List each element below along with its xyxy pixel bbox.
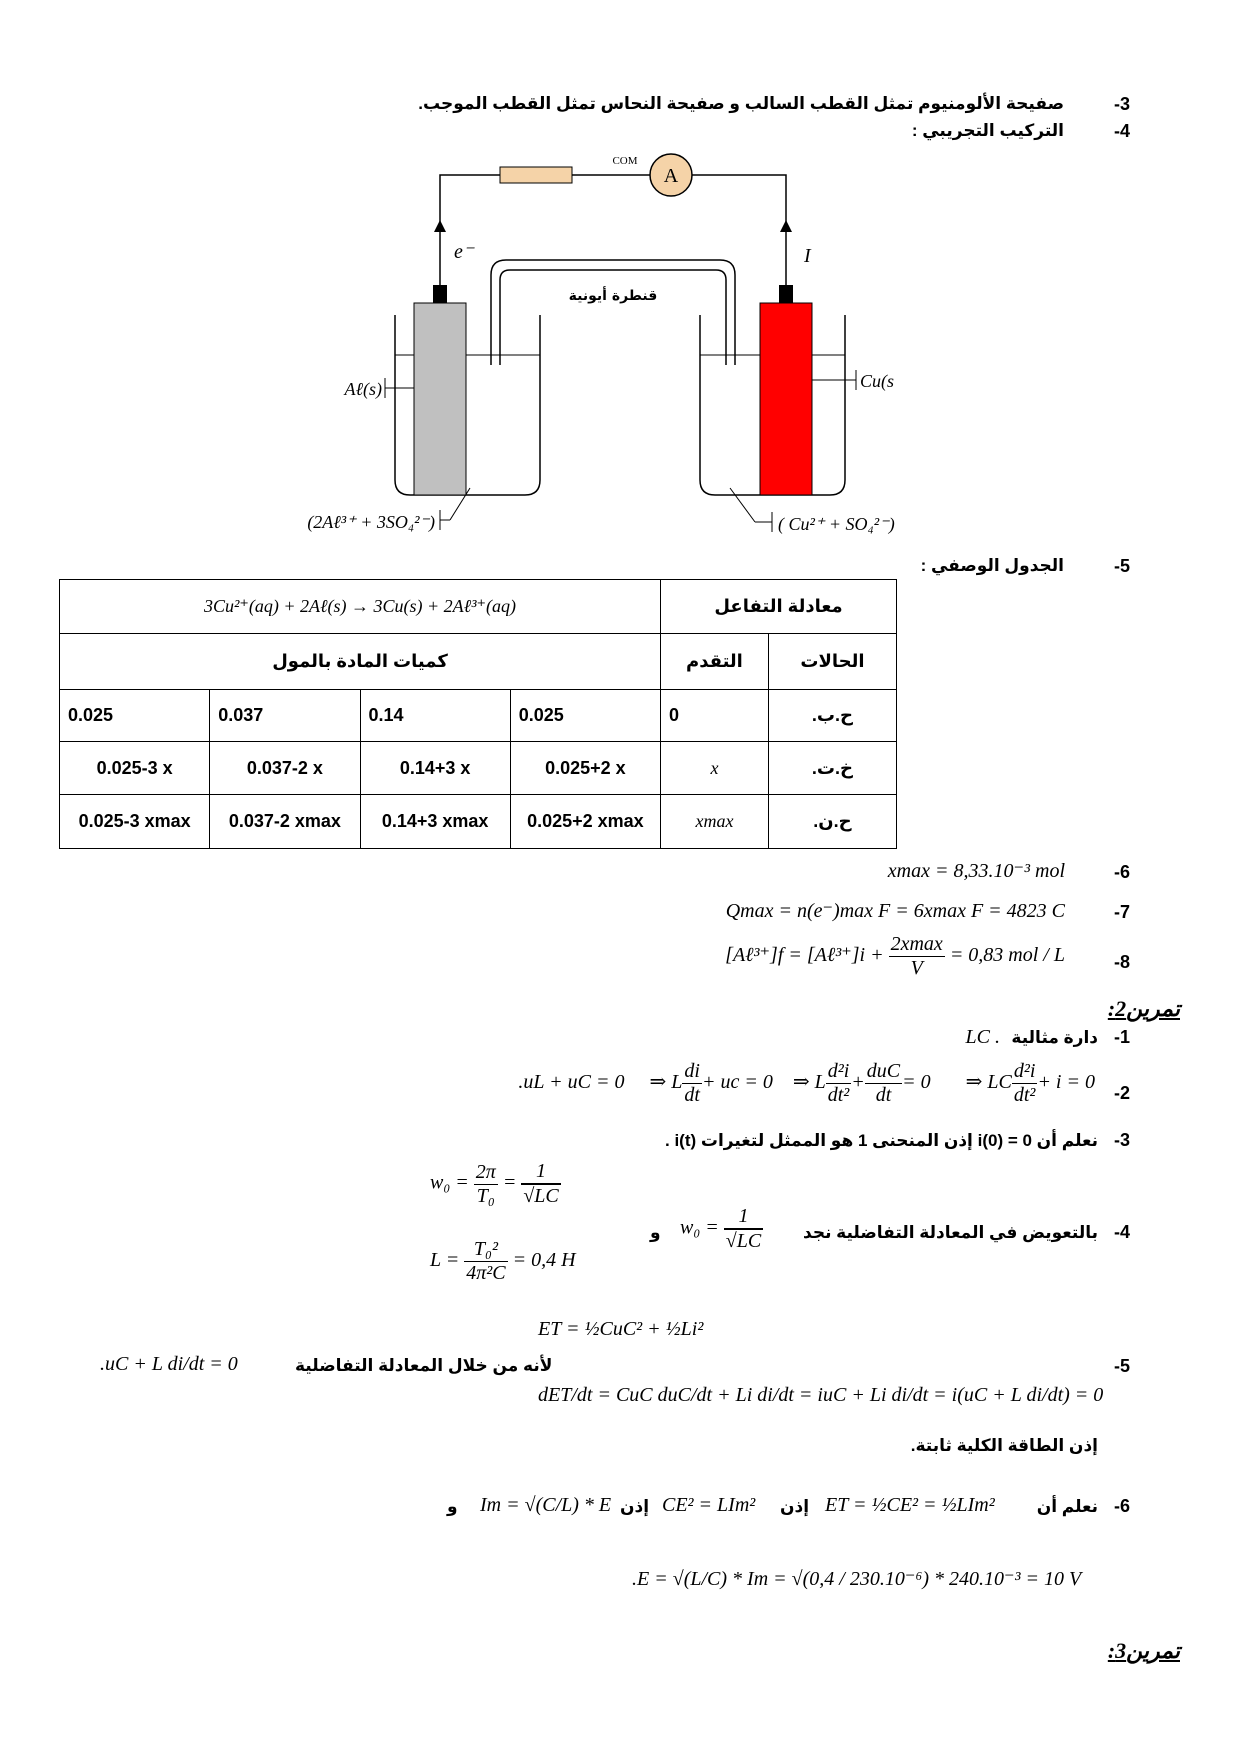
left-solution-label: (2Aℓ³⁺ + 3SO₄²⁻) — [307, 512, 435, 532]
eq-2c-tail: = 0 — [902, 1071, 931, 1094]
ex2-item-6-current: Im = √(C/L) * E — [480, 1494, 612, 1516]
cell: ح.ب. — [768, 690, 896, 742]
ex2-item-1-text: دارة مثالية — [1011, 1028, 1098, 1047]
progress-header: التقدم — [661, 634, 769, 690]
electron-label: e⁻ — [454, 241, 474, 263]
progress-table — [59, 579, 897, 849]
table-row — [60, 795, 897, 849]
equation-header: معادلة التفاعل — [661, 580, 897, 634]
ex2-item-3-text: نعلم أن i(0) = 0 إذن المنحنى 1 هو الممثل لتغيرات i(t) . — [664, 1131, 1098, 1150]
cell: 0.14 — [360, 690, 510, 742]
copper-terminal — [779, 285, 793, 303]
eq-2b-tail: + uc = 0 — [701, 1071, 773, 1094]
al-rhs: = 0,83 mol / L — [949, 944, 1065, 967]
cell: خ.ت. — [768, 742, 896, 795]
cell: ح.ن. — [768, 795, 896, 849]
L-den: 4π²C — [466, 1262, 506, 1284]
cell: 0.025-3 x — [60, 742, 210, 795]
right-solution-label: ( Cu²⁺ + SO₄²⁻) — [778, 514, 895, 534]
item-6-number: -6 — [1113, 862, 1130, 882]
ex2-item-2-number: -2 — [1113, 1083, 1130, 1103]
ex2-item-6-text-b: إذن — [780, 1497, 810, 1516]
w0-formula-a — [680, 1205, 763, 1253]
ex2-item-6-number: -6 — [1113, 1496, 1130, 1516]
cell: 0.037-2 xmax — [210, 795, 360, 849]
ex2-item-6-text-d: و — [447, 1497, 458, 1516]
table-row — [60, 690, 897, 742]
L-num: T₀² — [464, 1238, 507, 1262]
cell: 0.037-2 x — [210, 742, 360, 795]
eq-2c: ⇒ L — [792, 1071, 826, 1094]
w0b-num2: 1 — [521, 1160, 560, 1184]
ex2-item-1-math: LC . — [965, 1026, 1000, 1048]
cell: 0 — [661, 690, 769, 742]
L-rhs: = 0,4 H — [512, 1249, 576, 1272]
xmax-result: xmax = 8,33.10⁻³ mol — [887, 860, 1065, 882]
right-wire — [692, 175, 786, 295]
al-numerator: 2xmax — [890, 933, 943, 955]
cell: xmax — [661, 795, 769, 849]
ex2-item-2-equations — [518, 1060, 1095, 1107]
item-3-text: صفيحة الألومنيوم تمثل القطب السالب و صفيحة النحاس تمثل القطب الموجب. — [418, 94, 1064, 113]
ammeter-label: A — [663, 165, 679, 187]
item-7-number: -7 — [1113, 902, 1130, 922]
aluminium-label: Aℓ(s) — [344, 379, 382, 399]
L-lhs: L = — [430, 1249, 460, 1272]
cell: 0.025 — [60, 690, 210, 742]
w0b-den2: √LC — [523, 1185, 559, 1207]
cell: x — [661, 742, 769, 795]
ex2-item-6-emf: .E = √(L/C) * Im = √(0,4 / 230.10⁻⁶) * 240.10⁻³ = 10 V — [632, 1568, 1082, 1590]
table-row — [60, 742, 897, 795]
ex2-item-6-energy: ET = ½CE² = ½LIm² — [825, 1494, 995, 1516]
electrochemical-cell-diagram — [300, 150, 940, 550]
states-header: الحالات — [768, 634, 896, 690]
exercise-3-title: تمرين3: — [1107, 1638, 1180, 1663]
w0a-num: 1 — [724, 1205, 763, 1229]
eq-2b-num: di — [684, 1060, 700, 1082]
item-4-text: التركيب التجريبي : — [911, 121, 1064, 140]
item-3-number: -3 — [1113, 94, 1130, 114]
ex2-item-4-number: -4 — [1113, 1222, 1130, 1242]
cell: 0.025-3 xmax — [60, 795, 210, 849]
eq-2c-num2: duC — [866, 1060, 901, 1082]
w0-formula-b — [430, 1160, 561, 1208]
electron-arrow — [434, 220, 446, 232]
current-arrow — [780, 220, 792, 232]
ex2-item-4-and: و — [650, 1223, 661, 1242]
ex2-item-5-text: لأنه من خلال المعادلة التفاضلية — [295, 1356, 553, 1375]
eq-2c-den: dt² — [827, 1084, 850, 1106]
cell: 0.037 — [210, 690, 360, 742]
equation-cell: 3Cu²⁺(aq) + 2Aℓ(s) → 3Cu(s) + 2Aℓ³⁺(aq) — [60, 580, 661, 634]
copper-electrode — [760, 303, 812, 495]
w0b-den: T₀ — [476, 1184, 495, 1207]
salt-bridge-inner — [500, 270, 726, 365]
ex2-item-5-conclusion: إذن الطاقة الكلية ثابتة. — [910, 1436, 1098, 1455]
eq-2d-tail: + i = 0 — [1037, 1071, 1095, 1094]
inductance-formula — [430, 1238, 576, 1285]
com-label: COM — [612, 155, 638, 167]
eq-2c-mid: + — [851, 1071, 865, 1094]
cell: 0.14+3 x — [360, 742, 510, 795]
ex2-item-6-equality: CE² = LIm² — [662, 1494, 756, 1516]
resistor — [500, 167, 572, 183]
aluminium-electrode — [414, 303, 466, 495]
ex2-item-1-number: -1 — [1113, 1027, 1130, 1047]
eq-2d-num: d²i — [1013, 1060, 1036, 1082]
w0b-num: 2π — [475, 1160, 496, 1183]
eq-2d: ⇒ LC — [965, 1071, 1012, 1094]
ex2-item-6-text-a: نعلم أن — [1036, 1497, 1098, 1516]
cell: 0.14+3 xmax — [360, 795, 510, 849]
cell: 0.025+2 xmax — [510, 795, 660, 849]
ex2-item-3-number: -3 — [1113, 1130, 1130, 1150]
item-5-text: الجدول الوصفي : — [920, 556, 1064, 575]
eq-2c-den2: dt — [875, 1084, 892, 1106]
al-concentration — [725, 933, 1065, 980]
item-5-number: -5 — [1113, 556, 1130, 576]
al-denominator: V — [910, 957, 923, 979]
al-lhs: [Aℓ³⁺]f = [Aℓ³⁺]i + — [725, 944, 884, 967]
eq-2c-num: d²i — [827, 1060, 850, 1082]
quantities-header: كميات المادة بالمول — [60, 634, 661, 690]
salt-bridge-label: قنطرة أيونية — [568, 288, 658, 304]
ex2-item-5-condition: .uC + L di/dt = 0 — [100, 1353, 238, 1375]
item-4-number: -4 — [1113, 121, 1130, 141]
energy-derivative: dET/dt = CuC duC/dt + Li di/dt = iuC + Li di/dt = i(uC + L di/dt) = 0 — [538, 1384, 1104, 1406]
cell: 0.025+2 x — [510, 742, 660, 795]
ex2-item-5-number: -5 — [1113, 1356, 1130, 1376]
current-label: I — [804, 245, 811, 267]
w0a-lhs: w₀ = — [680, 1216, 719, 1239]
w0b-eq: = — [502, 1171, 517, 1194]
w0a-den: √LC — [725, 1230, 762, 1252]
eq-2a: .uL + uC = 0 — [518, 1071, 625, 1094]
salt-bridge-outer — [491, 260, 735, 365]
qmax-result: Qmax = n(e⁻)max F = 6xmax F = 4823 C — [725, 900, 1065, 922]
eq-2d-den: dt² — [1013, 1084, 1036, 1106]
w0b-lhs: w₀ = — [430, 1171, 469, 1194]
aluminium-terminal — [433, 285, 447, 303]
eq-2b-den: dt — [684, 1084, 700, 1106]
energy-total: ET = ½CuC² + ½Li² — [538, 1318, 704, 1340]
copper-label: Cu(s — [860, 371, 895, 391]
exercise-2-title: تمرين2: — [1107, 996, 1180, 1021]
eq-2b: ⇒ L — [649, 1071, 683, 1094]
cell: 0.025 — [510, 690, 660, 742]
item-8-number: -8 — [1113, 952, 1130, 972]
ex2-item-4-text: بالتعويض في المعادلة التفاضلية نجد — [803, 1223, 1098, 1242]
ex2-item-6-text-c: إذن — [620, 1497, 650, 1516]
